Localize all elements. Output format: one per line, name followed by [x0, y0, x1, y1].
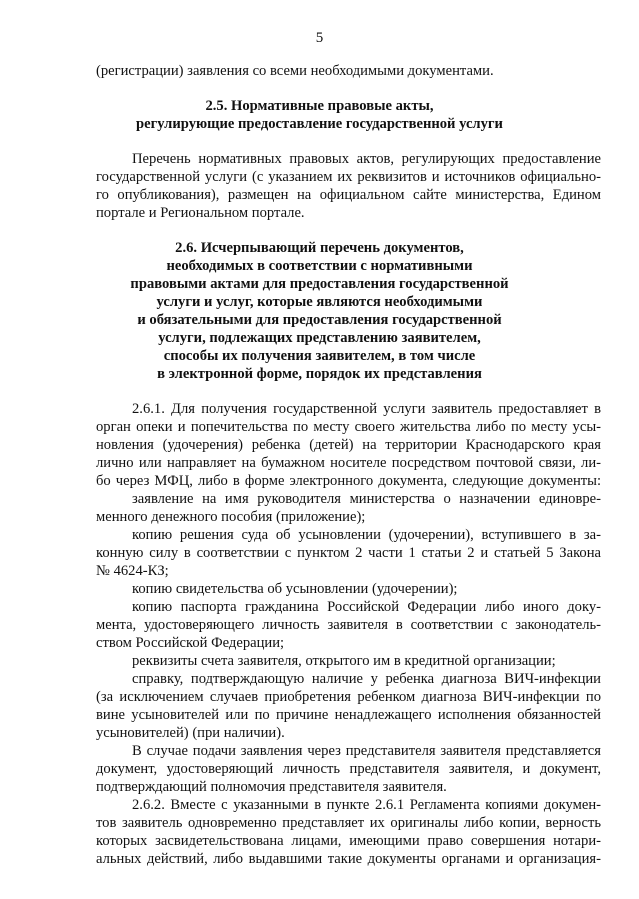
- section-heading-2-5: 2.5. Нормативные правовые акты,: [205, 98, 434, 114]
- list-item-line: менного денежного пособия (приложение);: [96, 509, 366, 525]
- list-item-line: вине усыновителей или по причине ненадлежащего исполнения обязанностей: [96, 707, 601, 723]
- paragraph-line: государственной услуги (с указанием их реквизитов и источников официально-: [96, 169, 601, 185]
- section-heading-2-6: необходимых в соответствии с нормативными: [166, 258, 473, 274]
- list-item-line: копию паспорта гражданина Российской Федерации либо иного доку-: [132, 599, 601, 615]
- list-item-line: копию решения суда об усыновлении (удочерении), вступившего в за-: [132, 527, 601, 543]
- list-item-line: копию свидетельства об усыновлении (удочерении);: [132, 581, 458, 597]
- section-heading-2-6: услуги и услуг, которые являются необходимыми: [156, 294, 483, 310]
- section-heading-2-5: регулирующие предоставление государственной услуги: [136, 116, 503, 132]
- section-heading-2-6: в электронной форме, порядок их представления: [157, 366, 482, 382]
- list-item-line: усыновителей) (при наличии).: [96, 725, 285, 741]
- list-item-line: (за исключением случаев приобретения ребенком диагноза ВИЧ-инфекции по: [96, 689, 601, 705]
- list-item-line: заявление на имя руководителя министерства о назначении единовре-: [132, 491, 601, 507]
- list-item-line: ством Российской Федерации;: [96, 635, 285, 651]
- section-heading-2-6: 2.6. Исчерпывающий перечень документов,: [175, 240, 464, 256]
- paragraph-line: которых засвидетельствована лицами, имеющими право совершения нотари-: [96, 833, 601, 849]
- paragraph-line: портале и Региональном портале.: [96, 205, 305, 221]
- paragraph-line: В случае подачи заявления через представителя заявителя представляется: [132, 743, 601, 759]
- section-heading-2-6: способы их получения заявителем, в том числе: [163, 348, 476, 364]
- section-heading-2-6: правовыми актами для предоставления государственной: [130, 276, 509, 292]
- paragraph-line: бо через МФЦ, либо в форме электронного документа, следующие документы:: [96, 473, 601, 489]
- text-line: (регистрации) заявления со всеми необходимыми документами.: [96, 63, 494, 79]
- list-item-line: реквизиты счета заявителя, открытого им в кредитной организации;: [132, 653, 556, 669]
- section-heading-2-6: и обязательными для предоставления государственной: [137, 312, 502, 328]
- list-item-line: конную силу в соответствии с пунктом 2 части 1 статьи 2 и статьей 5 Закона: [96, 545, 601, 561]
- list-item-line: мента, удостоверяющего личность заявителя в соответствии с законодатель-: [96, 617, 601, 633]
- paragraph-line: лично или направляет на бумажном носителе посредством почтовой связи, ли-: [96, 455, 601, 471]
- paragraph-line: го опубликования), размещен на официальном сайте министерства, Едином: [96, 187, 601, 203]
- paragraph-line: подтверждающий полномочия представителя заявителя.: [96, 779, 447, 795]
- paragraph-line: орган опеки и попечительства по месту своего жительства либо по месту усы-: [96, 419, 601, 435]
- paragraph-line: новления (удочерения) ребенка (детей) на территории Краснодарского края: [96, 437, 601, 453]
- paragraph-line: альных действий, либо выдавшими такие документы органами и организация-: [96, 851, 601, 867]
- paragraph-line: тов заявитель одновременно представляет их оригиналы либо копии, верность: [96, 815, 601, 831]
- section-heading-2-6: услуги, подлежащих представлению заявителем,: [158, 330, 481, 346]
- list-item-line: № 4624-КЗ;: [96, 563, 169, 579]
- paragraph-line: документ, удостоверяющий личность представителя заявителя, и документ,: [96, 761, 601, 777]
- paragraph-line: 2.6.1. Для получения государственной услуги заявитель предоставляет в: [132, 401, 601, 417]
- paragraph-line: 2.6.2. Вместе с указанными в пункте 2.6.1 Регламента копиями докумен-: [132, 797, 601, 813]
- paragraph-line: Перечень нормативных правовых актов, регулирующих предоставление: [132, 151, 601, 167]
- list-item-line: справку, подтверждающую наличие у ребенка диагноза ВИЧ-инфекции: [132, 671, 601, 687]
- page-number: 5: [315, 30, 324, 46]
